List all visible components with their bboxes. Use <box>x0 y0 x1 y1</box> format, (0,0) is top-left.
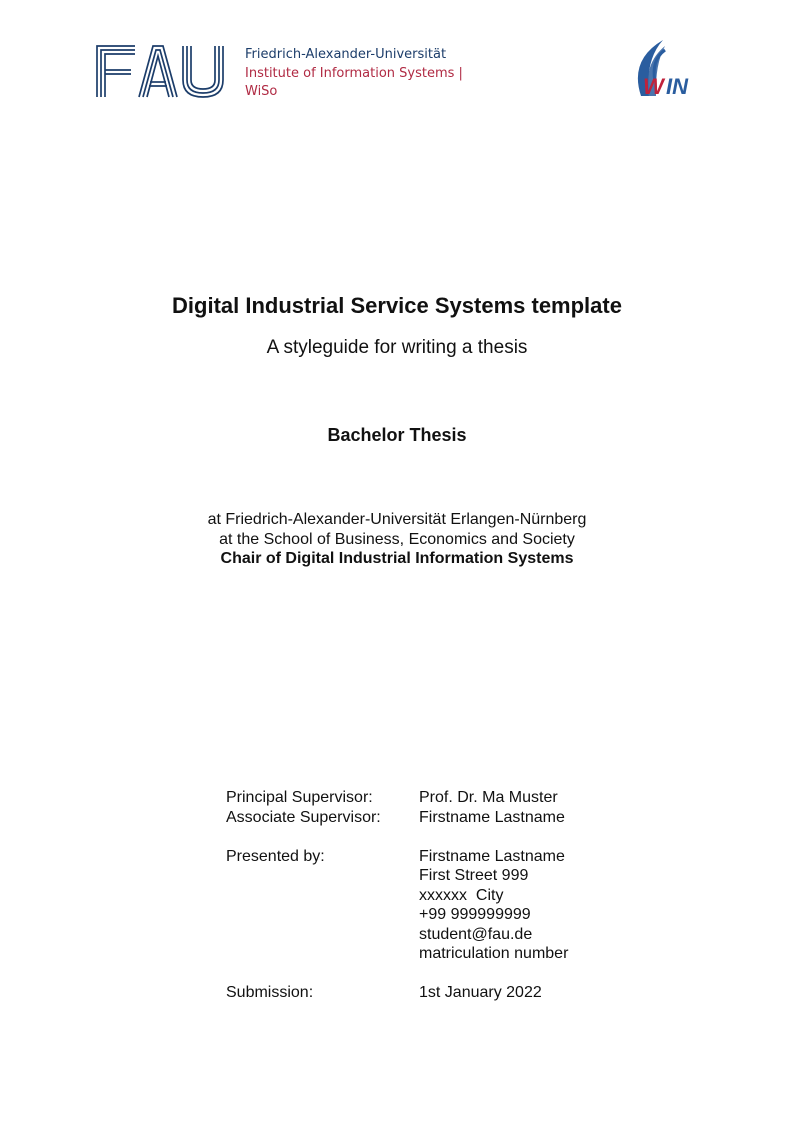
affiliation-school: at the School of Business, Economics and Society <box>219 530 575 548</box>
fau-university-name: Friedrich-Alexander-Universität <box>245 47 447 62</box>
associate-supervisor-value: Firstname Lastname <box>419 808 565 826</box>
student-matriculation: matriculation number <box>419 945 569 962</box>
svg-text:W: W <box>643 74 664 99</box>
thesis-title: Digital Industrial Service Systems template <box>172 293 622 318</box>
fau-faculty-name: WiSo <box>245 84 278 99</box>
submission-label: Submission: <box>226 984 314 1001</box>
student-name: Firstname Lastname <box>419 847 565 865</box>
thesis-type: Bachelor Thesis <box>327 425 467 445</box>
fau-institution-text <box>245 46 463 102</box>
affiliation-block <box>0 510 794 569</box>
affiliation-chair: Chair of Digital Industrial Information Systems <box>220 550 574 567</box>
principal-supervisor-label: Principal Supervisor: <box>226 789 373 806</box>
principal-supervisor-value: Prof. Dr. Ma Muster <box>419 789 558 806</box>
affiliation-university: at Friedrich-Alexander-Universität Erlangen-Nürnberg <box>207 511 587 528</box>
student-phone: +99 999999999 <box>419 906 531 923</box>
student-city: xxxxxx City <box>419 886 504 904</box>
fau-logo <box>95 44 233 98</box>
student-email: student@fau.de <box>419 925 533 943</box>
svg-text:IN: IN <box>666 74 688 99</box>
associate-supervisor-label: Associate Supervisor: <box>226 808 381 826</box>
win-logo <box>631 38 703 100</box>
fau-institute-name: Institute of Information Systems | <box>245 65 463 81</box>
thesis-subtitle: A styleguide for writing a thesis <box>266 337 528 358</box>
submission-date: 1st January 2022 <box>419 984 542 1001</box>
student-street: First Street 999 <box>419 867 529 884</box>
presented-by-label: Presented by: <box>226 847 325 865</box>
